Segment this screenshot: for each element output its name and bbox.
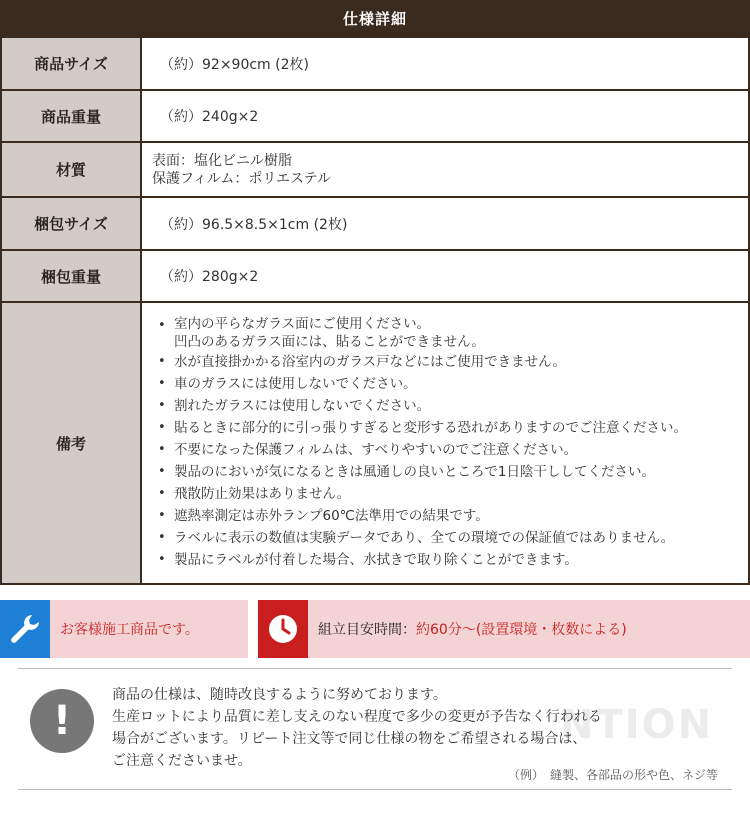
material-line: 表面：塩化ビニル樹脂: [152, 152, 292, 169]
assembly-time-label: 組立目安時間：: [318, 622, 416, 638]
example-note: （例） 縫製、各部品の形や色、ネジ等: [508, 768, 719, 782]
self-install-text: お客様施工商品です。: [60, 622, 199, 638]
divider: [18, 668, 732, 669]
row-value: （約）280g×2: [142, 251, 748, 301]
notice-line: 場合がございます。リピート注文等で同じ仕様の物をご希望される場合は、: [112, 731, 587, 747]
list-item: • 製品にラベルが付着した場合、水拭きで取り除くことができます。: [158, 549, 748, 571]
spec-row-product-size: [2, 38, 748, 89]
list-item: • 飛散防止効果はありません。: [158, 483, 748, 505]
clock-icon: [266, 612, 300, 646]
list-item: • 車のガラスには使用しないでください。: [158, 373, 748, 395]
list-item: • 室内の平らなガラス面にご使用ください。 凹凸のあるガラス面には、貼ることができません。: [158, 315, 748, 351]
notice-line: 生産ロットにより品質に差し支えのない程度で多少の変更が予告なく行われる: [112, 709, 602, 725]
list-item: • 割れたガラスには使用しないでください。: [158, 395, 748, 417]
clock-icon-box: [258, 600, 308, 658]
row-value: [142, 303, 748, 583]
material-line: 保護フィルム：ポリエステル: [152, 170, 332, 187]
assembly-time-text: [318, 600, 627, 658]
assembly-time-value: 約60分〜(設置環境・枚数による): [416, 622, 627, 638]
row-label: 材質: [2, 143, 140, 196]
spec-row-package-weight: [2, 251, 748, 301]
spec-row-package-size: [2, 198, 748, 249]
row-value: （約）96.5×8.5×1cm (2枚): [142, 198, 748, 249]
notice-text: [112, 684, 602, 772]
row-value: （約）240g×2: [142, 91, 748, 141]
wrench-icon: [8, 612, 42, 646]
assembly-time-banner: [258, 600, 750, 658]
spec-row-product-weight: [2, 91, 748, 141]
row-label: 梱包サイズ: [2, 198, 140, 249]
spec-row-material: [2, 143, 748, 196]
row-value: [142, 143, 748, 196]
list-item: • 製品のにおいが気になるときは風通しの良いところで1日陰干ししてください。: [158, 461, 748, 483]
row-label: 商品サイズ: [2, 38, 140, 89]
notice-line: ご注意くださいませ。: [112, 753, 252, 769]
spec-row-remarks: [2, 303, 748, 583]
divider: [18, 789, 732, 790]
row-value: （約）92×90cm (2枚): [142, 38, 748, 89]
row-label: 備考: [2, 303, 140, 583]
row-label: 商品重量: [2, 91, 140, 141]
wrench-icon-box: [0, 600, 50, 658]
notice-line: 商品の仕様は、随時改良するように努めております。: [112, 687, 447, 703]
exclamation-icon: !: [30, 689, 94, 753]
watermark-text: NTION: [560, 702, 714, 748]
list-item: • 不要になった保護フィルムは、すべりやすいのでご注意ください。: [158, 439, 748, 461]
self-install-banner: [0, 600, 248, 658]
list-item: • 水が直接掛かかる浴室内のガラス戸などにはご使用できません。: [158, 351, 748, 373]
list-item: • ラベルに表示の数値は実験データであり、全ての環境での保証値ではありません。: [158, 527, 748, 549]
spec-title: 仕様詳細: [342, 9, 407, 28]
list-item: • 貼るときに部分的に引っ張りすぎると変形する恐れがありますのでご注意ください。: [158, 417, 748, 439]
row-label: 梱包重量: [2, 251, 140, 301]
list-item: • 遮熱率測定は赤外ランプ60℃法準用での結果です。: [158, 505, 748, 527]
remarks-list: [142, 315, 748, 571]
